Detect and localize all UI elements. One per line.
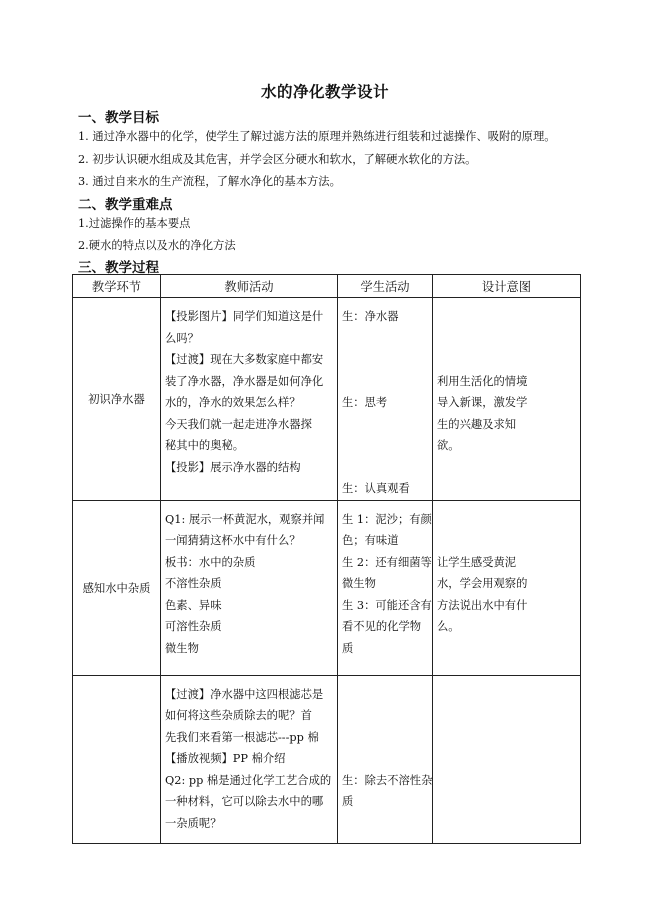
- teacher-cell: [161, 500, 338, 675]
- student-cell: [338, 675, 433, 843]
- table-row: [73, 675, 581, 843]
- process-table: [72, 274, 581, 844]
- teacher-line: 如何将这些杂质除去的呢？首: [165, 709, 312, 722]
- student-line: 生：认真观看: [342, 482, 410, 495]
- intent-line: 生的兴趣及求知: [437, 417, 517, 431]
- teacher-line: 【播放视频】PP 棉介绍: [165, 752, 286, 765]
- teacher-line: Q1: 展示一杯黄泥水，观察并闻: [165, 512, 325, 526]
- teacher-line: 今天我们就一起走进净水器探: [165, 417, 312, 431]
- goal-item-2: 2. 初步认识硬水组成及其危害，并学会区分硬水和软水，了解硬水软化的方法。: [78, 153, 477, 166]
- teacher-line: 【投影】展示净水器的结构: [165, 460, 301, 474]
- student-line: 看不见的化学物: [342, 620, 422, 633]
- teacher-line: Q2: pp 棉是通过化学工艺合成的: [165, 773, 332, 787]
- teacher-line: 可溶性杂质: [165, 620, 222, 633]
- header-student: 学生活动: [338, 275, 433, 298]
- teacher-line: 一种材料，它可以除去水中的哪: [165, 795, 324, 808]
- intent-line: 水，学会用观察的: [437, 577, 528, 590]
- teacher-line: 板书：水中的杂质: [165, 555, 256, 569]
- intent-line: 让学生感受黄泥: [437, 555, 517, 569]
- student-cell: [338, 500, 433, 675]
- student-line: 生：净水器: [342, 310, 399, 323]
- teacher-line: 【投影图片】同学们知道这是什: [165, 310, 324, 323]
- intent-line: 方法说出水中有什: [437, 598, 528, 612]
- header-teacher: 教师活动: [161, 275, 338, 298]
- goals-heading: 一、教学目标: [78, 110, 159, 126]
- student-line: 质: [342, 795, 354, 808]
- keypoints-heading: 二、教学重难点: [78, 197, 173, 213]
- student-line: 生：思考: [342, 396, 388, 409]
- intent-cell: [433, 298, 581, 501]
- teacher-line: 先我们来看第一根滤芯---pp 棉: [165, 730, 319, 744]
- header-intent: 设计意图: [433, 275, 581, 298]
- student-line: 质: [342, 641, 354, 655]
- teacher-line: 么吗？: [165, 331, 199, 345]
- student-cell: [338, 298, 433, 501]
- table-header-row: [73, 275, 581, 298]
- student-line: 色；有味道: [342, 534, 399, 547]
- teacher-line: 水的，净水的效果怎么样？: [165, 396, 301, 409]
- goal-item-1: 1. 通过净水器中的化学，使学生了解过滤方法的原理并熟练进行组装和过滤操作、吸附的原理。: [78, 130, 556, 143]
- intent-cell: [433, 675, 581, 843]
- intent-cell: [433, 500, 581, 675]
- keypoint-item-2: 2.硬水的特点以及水的净化方法: [78, 239, 236, 252]
- table-row: [73, 500, 581, 675]
- intent-line: 利用生活化的情境: [437, 374, 528, 388]
- process-heading: 三、教学过程: [78, 260, 159, 276]
- teacher-line: 色素、异味: [165, 598, 222, 612]
- teacher-line: 一杂质呢？: [165, 816, 222, 830]
- page-title: 水的净化教学设计: [260, 82, 389, 101]
- intent-line: 导入新课，激发学: [437, 396, 528, 409]
- student-line: 生 1：泥沙；有颜: [342, 512, 432, 526]
- teacher-line: 【过渡】现在大多数家庭中都安: [165, 353, 324, 366]
- teacher-cell: [161, 298, 338, 501]
- teacher-line: 【过渡】净水器中这四根滤芯是: [165, 687, 324, 701]
- teacher-line: 一闻猜猜这杯水中有什么？: [165, 534, 301, 547]
- student-line: 生 2：还有细菌等: [342, 555, 432, 569]
- teacher-cell: [161, 675, 338, 843]
- stage-cell: 初识净水器: [73, 298, 161, 501]
- student-line: 生：除去不溶性杂: [342, 773, 432, 787]
- intent-line: 么。: [437, 620, 460, 633]
- goal-item-3: 3. 通过自来水的生产流程，了解水净化的基本方法。: [78, 175, 341, 188]
- table-row: [73, 298, 581, 501]
- stage-cell: [73, 675, 161, 843]
- keypoint-item-1: 1.过滤操作的基本要点: [78, 217, 191, 230]
- teacher-line: 装了净水器，净水器是如何净化: [165, 374, 324, 388]
- teacher-line: 微生物: [165, 641, 199, 655]
- teacher-line: 秘其中的奥秘。: [165, 439, 245, 452]
- header-stage: 教学环节: [73, 275, 161, 298]
- stage-cell: 感知水中杂质: [73, 500, 161, 675]
- student-line: 微生物: [342, 577, 376, 590]
- teacher-line: 不溶性杂质: [165, 577, 222, 590]
- student-line: 生 3：可能还含有: [342, 598, 432, 612]
- intent-line: 欲。: [437, 439, 460, 452]
